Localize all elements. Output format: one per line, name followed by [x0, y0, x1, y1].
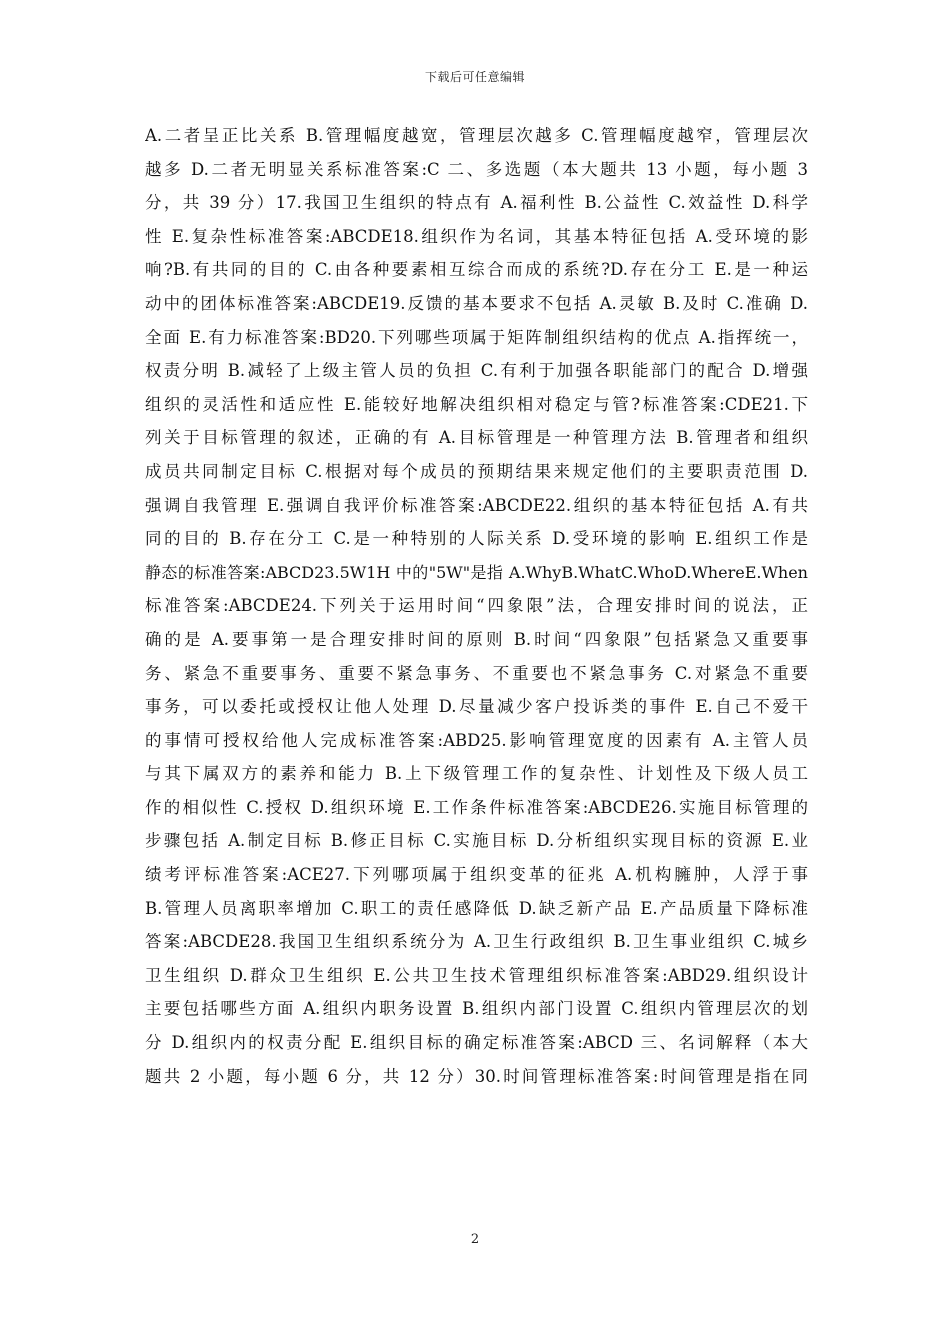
page-number: 2: [470, 1232, 480, 1247]
text-line: 越多 D.二者无明显关系标准答案:C 二、多选题（本大题共 13 小题，每小题 3: [145, 159, 808, 179]
document-body: [145, 119, 808, 1093]
text-line: A.二者呈正比关系 B.管理幅度越宽，管理层次越多 C.管理幅度越窄，管理层次: [145, 126, 808, 145]
text-line: 标准答案:ABCDE24.下列关于运用时间“四象限”法，合理安排时间的说法，正: [145, 596, 808, 616]
text-line: 绩考评标准答案:ACE27.下列哪项属于组织变革的征兆 A.机构臃肿，人浮于事: [145, 865, 808, 885]
text-line: 动中的团体标准答案:ABCDE19.反馈的基本要求不包括 A.灵敏 B.及时 C.准确 D.: [145, 293, 808, 313]
text-line: 务、紧急不重要事务、重要不紧急事务、不重要也不紧急事务 C.对紧急不重要: [145, 663, 808, 683]
text-line: 题共 2 小题，每小题 6 分，共 12 分）30.时间管理标准答案:时间管理是指在同: [145, 1066, 808, 1086]
text-line: 响?B.有共同的目的 C.由各种要素相互综合而成的系统?D.存在分工 E.是一种运: [145, 260, 808, 280]
text-line: 全面 E.有力标准答案:BD20.下列哪些项属于矩阵制组织结构的优点 A.指挥统一，: [145, 327, 808, 347]
text-line: 权责分明 B.减轻了上级主管人员的负担 C.有利于加强各职能部门的配合 D.增强: [145, 361, 808, 381]
text-line: 事务，可以委托或授权让他人处理 D.尽量减少客户投诉类的事件 E.自己不爱干: [145, 697, 808, 717]
text-line: 强调自我管理 E.强调自我评价标准答案:ABCDE22.组织的基本特征包括 A.有共: [145, 495, 808, 515]
text-line: 步骤包括 A.制定目标 B.修正目标 C.实施目标 D.分析组织实现目标的资源 E.业: [145, 831, 808, 851]
text-line: 主要包括哪些方面 A.组织内职务设置 B.组织内部门设置 C.组织内管理层次的划: [145, 999, 808, 1019]
text-line: 答案:ABCDE28.我国卫生组织系统分为 A.卫生行政组织 B.卫生事业组织 C.城乡: [145, 932, 808, 952]
page-header: 下载后可任意编辑: [424, 70, 525, 84]
text-line: 同的目的 B.存在分工 C.是一种特别的人际关系 D.受环境的影响 E.组织工作是: [145, 529, 808, 549]
text-line: 作的相似性 C.授权 D.组织环境 E.工作条件标准答案:ABCDE26.实施目标管理的: [145, 797, 808, 817]
text-line: 组织的灵活性和适应性 E.能较好地解决组织相对稳定与管?标准答案:CDE21.下: [145, 394, 808, 414]
text-line: 分，共 39 分）17.我国卫生组织的特点有 A.福利性 B.公益性 C.效益性 D.科学: [145, 193, 808, 213]
text-line: 卫生组织 D.群众卫生组织 E.公共卫生技术管理组织标准答案:ABD29.组织设计: [145, 965, 808, 985]
text-line: 成员共同制定目标 C.根据对每个成员的预期结果来规定他们的主要职责范围 D.: [145, 461, 808, 481]
text-line: 与其下属双方的素养和能力 B.上下级管理工作的复杂性、计划性及下级人员工: [145, 764, 808, 784]
text-line: 确的是 A.要事第一是合理安排时间的原则 B.时间“四象限”包括紧急又重要事: [145, 629, 808, 649]
text-line: 性 E.复杂性标准答案:ABCDE18.组织作为名词，其基本特征包括 A.受环境的影: [145, 226, 808, 246]
text-line: B.管理人员离职率增加 C.职工的责任感降低 D.缺乏新产品 E.产品质量下降标准: [145, 898, 808, 918]
text-line: 列关于目标管理的叙述，正确的有 A.目标管理是一种管理方法 B.管理者和组织: [145, 428, 808, 448]
text-line: 的事情可授权给他人完成标准答案:ABD25.影响管理宽度的因素有 A.主管人员: [145, 730, 808, 750]
text-line: 分 D.组织内的权责分配 E.组织目标的确定标准答案:ABCD 三、名词解释（本大: [145, 1033, 808, 1053]
text-line: 静态的标准答案:ABCD23.5W1H 中的"5W"是指 A.WhyB.WhatC.WhoD.WhereE.When: [145, 562, 808, 582]
